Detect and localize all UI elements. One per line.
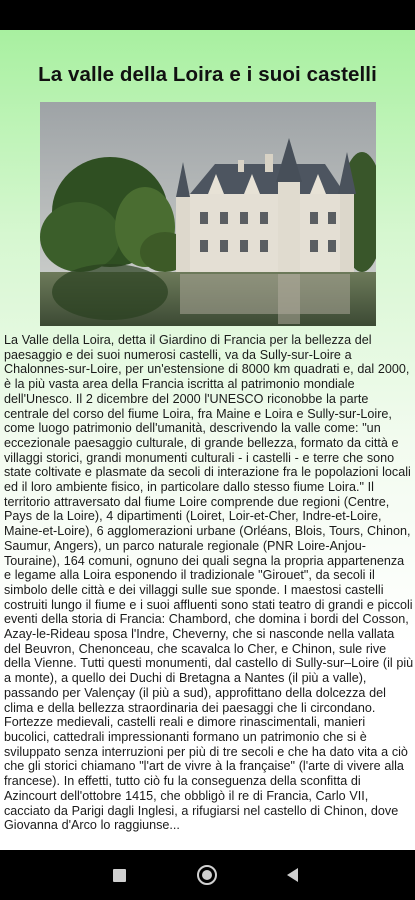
recents-square-icon[interactable] [113, 869, 126, 882]
home-circle-icon[interactable] [197, 865, 217, 885]
status-bar [0, 0, 415, 30]
castle-photo [40, 102, 376, 326]
back-triangle-icon[interactable] [287, 868, 298, 882]
system-nav-bar [0, 850, 415, 900]
page-title: La valle della Loira e i suoi castelli [38, 63, 377, 86]
article-page [0, 30, 415, 850]
article-body: La Valle della Loira, detta il Giardino di Francia per la bellezza del paesaggio e dei suoi numerosi castelli, va da Sully-sur-Loire a Chalonnes-sur-Loire, per un'estensione di 8000 km quadrati e, dal 2000, è la più vasta area della Francia iscritta al patrimonio mondiale dell'Unesco. Il 2 dicembre del 2000 l'UNESCO riconobbe la parte centrale del corso del fiume Loira, fra Maine e Loira e Sully-sur-Loire, come luogo patrimonio dell'umanità, descrivendo la valle come: "un eccezionale paesaggio culturale, di grande bellezza, formato da città e villaggi storici, grandi monumenti culturali - i castelli - e terre che sono state coltivate e plasmate da secoli di interazione fra le popolazioni locali ed il loro ambiente fisico, in particolare dallo stesso fiume Loira." Il territorio attraversato dal fiume Loire comprende due regioni (Centre, Pays de la Loire), 4 dipartimenti (Loiret, Loir-et-Cher, Indre-et-Loire, Maine-et-Loire), 6 agglomerazioni urbane (Orléans, Blois, Tours, Chinon, Saumur, Angers), un parco naturale regionale (PNR Loire-Anjou-Touraine), 164 comuni, ognuno dei quali segna la propria appartenenza e legame alla Loira esponendo il tradizionale "Girouet", da secoli il simbolo delle città e dei villaggi sulle sue sponde. I maestosi castelli costruiti lungo il fiume e i suoi affluenti sono stati teatro di grandi e piccoli eventi della storia di Francia: Chambord, che domina i bordi del Cosson, Azay-le-Rideau sposa l'Indre, Cheverny, che si nasconde nella vallata del Beuvron, Chenonceau, che scavalca lo Cher, e Chinon, sule rive della Vienne. Tutti questi monumenti, dal castello di Sully-sur–Loire (il più a monte), a quello dei Duchi di Bretagna a Nantes (il più a valle), passando per Valençay (il più a sud), approfittano della dolcezza del clima e della bellezza straordinaria dei paesaggi che li circondano. Fortezze medievali, castelli reali e dimore rinascimentali, manieri bucolici, cattedrali impressionanti formano un patrimonio che si è sviluppato senza interruzioni per più di tre secoli e che ha dato vita a ciò che gli storici chiamano "l'art de vivre à la française" (l'arte di vivere alla francese). In effetti, tutto ciò fu la conseguenza della sconfitta di Azincourt dell'ottobre 1415, che obbligò il re di Francia, Carlo VII, cacciato da Parigi dagli Inglesi, a rifugiarsi nel castello di Chinon, dove Giovanna d'Arco lo raggiunse... [4, 333, 414, 833]
